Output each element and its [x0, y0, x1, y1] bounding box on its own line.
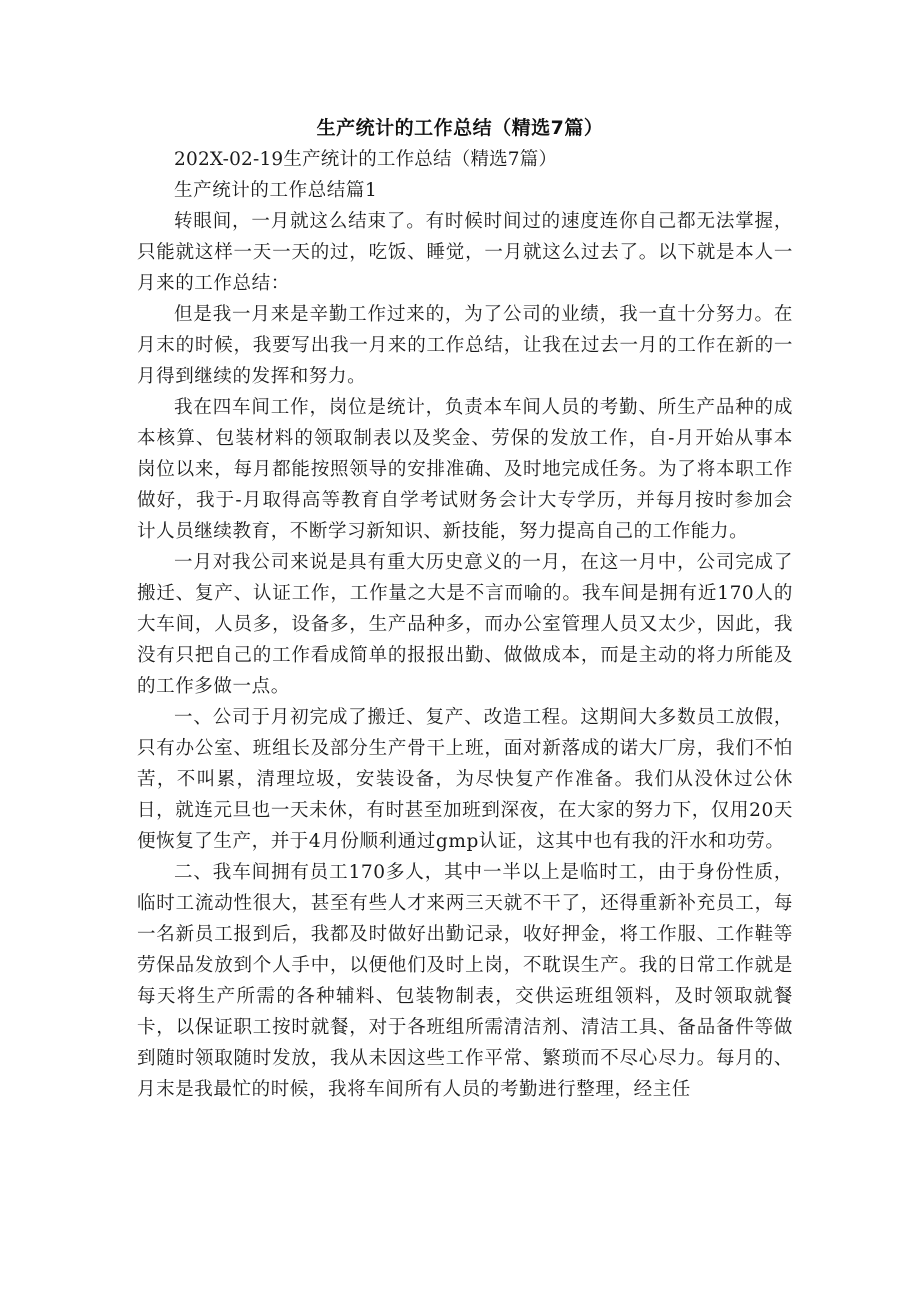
section-heading: 生产统计的工作总结篇1	[174, 180, 378, 201]
body-paragraph: 一月对我公司来说是具有重大历史意义的一月，在这一月中，公司完成了搬迁、复产、认证工作，工作量之大是不言而喻的。我车间是拥有近170人的大车间，人员多，设备多，生产品种多，而办公室管理人员又太少，因此，我没有只把自己的工作看成简单的报报出勤、做做成本，而是主动的将力所能及的工作多做一点。	[137, 552, 793, 697]
body-paragraph: 一、公司于月初完成了搬迁、复产、改造工程。这期间大多数员工放假，只有办公室、班组长及部分生产骨干上班，面对新落成的诺大厂房，我们不怕苦，不叫累，清理垃圾，安装设备，为尽快复产作准备。我们从没休过公休日，就连元旦也一天未休，有时甚至加班到深夜，在大家的努力下，仅用20天便恢复了生产，并于4月份顺利通过gmp认证，这其中也有我的汗水和功劳。	[137, 707, 793, 852]
body-paragraph: 但是我一月来是辛勤工作过来的，为了公司的业绩，我一直十分努力。在月末的时候，我要写出我一月来的工作总结，让我在过去一月的工作在新的一月得到继续的发挥和努力。	[137, 304, 793, 387]
document-date-line: 202X-02-19生产统计的工作总结（精选7篇）	[174, 149, 558, 170]
body-paragraph: 转眼间，一月就这么结束了。有时候时间过的速度连你自己都无法掌握，只能就这样一天一天的过，吃饭、睡觉，一月就这么过去了。以下就是本人一月来的工作总结：	[137, 211, 793, 294]
document-title: 生产统计的工作总结（精选7篇）	[316, 117, 604, 139]
body-paragraph: 我在四车间工作，岗位是统计，负责本车间人员的考勤、所生产品种的成本核算、包装材料的领取制表以及奖金、劳保的发放工作，自-月开始从事本岗位以来，每月都能按照领导的安排准确、及时地完成任务。为了将本职工作做好，我于-月取得高等教育自学考试财务会计大专学历，并每月按时参加会计人员继续教育，不断学习新知识、新技能，努力提高自己的工作能力。	[137, 397, 793, 542]
body-paragraph: 二、我车间拥有员工170多人，其中一半以上是临时工，由于身份性质，临时工流动性很大，甚至有些人才来两三天就不干了，还得重新补充员工，每一名新员工报到后，我都及时做好出勤记录，收好押金，将工作服、工作鞋等劳保品发放到个人手中，以便他们及时上岗，不耽误生产。我的日常工作就是每天将生产所需的各种辅料、包装物制表，交供运班组领料，及时领取就餐卡，以保证职工按时就餐，对于各班组所需清洁剂、清洁工具、备品备件等做到随时领取随时发放，我从未因这些工作平常、繁琐而不尽心尽力。每月的、月末是我最忙的时候，我将车间所有人员的考勤进行整理，经主任	[137, 862, 793, 1100]
document-body	[137, 144, 793, 1105]
